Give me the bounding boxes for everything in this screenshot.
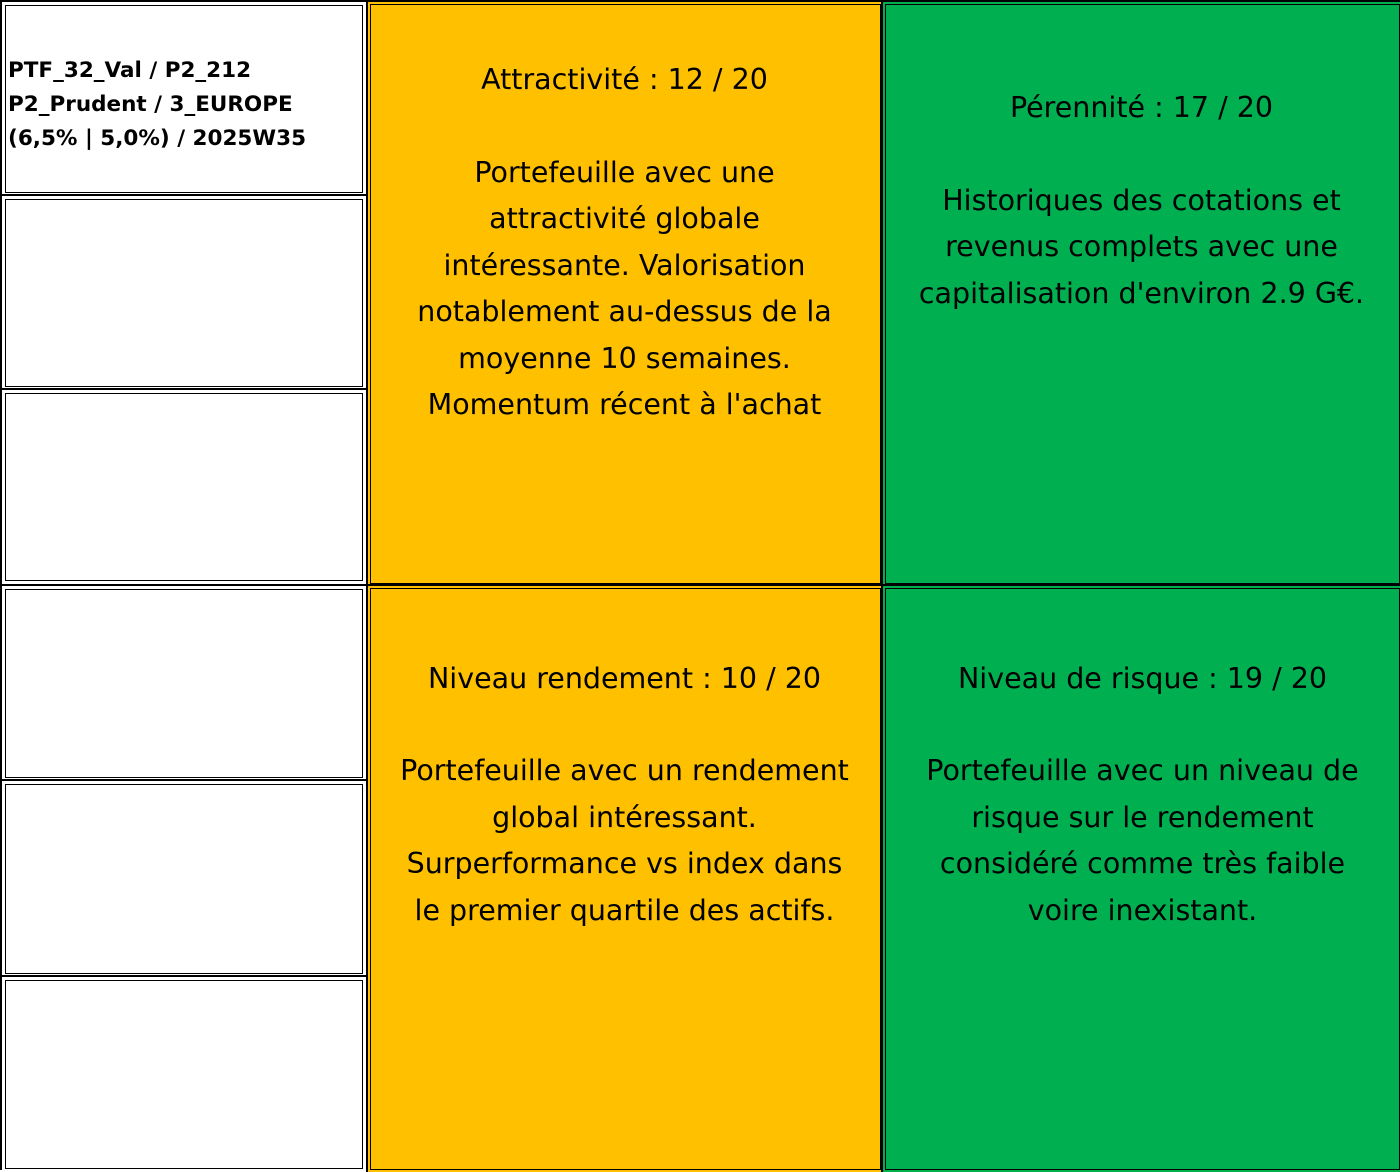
- empty-cell: [2, 781, 366, 976]
- attractivite-description: Portefeuille avec une attractivité globale intéressante. Valorisation notablement au-dessus de la moyenne 10 semaines. Momentum récent à l'achat: [417, 155, 832, 422]
- perennite-title: Pérennité : 17 / 20: [1009, 91, 1274, 124]
- portfolio-info-cell: [2, 2, 366, 196]
- perennite-cell: [883, 2, 1400, 586]
- risque-description: Portefeuille avec un niveau de risque sur le rendement considéré comme très faible voire inexistant.: [926, 754, 1359, 927]
- left-column-bottom: [2, 586, 368, 1172]
- empty-cell: [2, 196, 366, 390]
- empty-cell: [2, 586, 366, 781]
- perennite-description: Historiques des cotations et revenus complets avec une capitalisation d'environ 2.9 G€.: [918, 183, 1365, 310]
- left-column-top: [2, 2, 368, 586]
- empty-cell: [2, 977, 366, 1172]
- risque-cell: [883, 586, 1400, 1172]
- rendement-title: Niveau rendement : 10 / 20: [427, 661, 822, 695]
- attractivite-title: Attractivité : 12 / 20: [481, 63, 768, 97]
- portfolio-line-1: PTF_32_Val / P2_212: [8, 58, 252, 83]
- empty-cell: [2, 390, 366, 584]
- portfolio-line-2: P2_Prudent / 3_EUROPE: [8, 92, 293, 117]
- attractivite-cell: [368, 2, 883, 586]
- rendement-description: Portefeuille avec un rendement global intéressant. Surperformance vs index dans le premier quartile des actifs.: [400, 754, 849, 927]
- risque-title: Niveau de risque : 19 / 20: [957, 661, 1328, 695]
- rendement-cell: [368, 586, 883, 1172]
- portfolio-line-3: (6,5% | 5,0%) / 2025W35: [8, 126, 307, 151]
